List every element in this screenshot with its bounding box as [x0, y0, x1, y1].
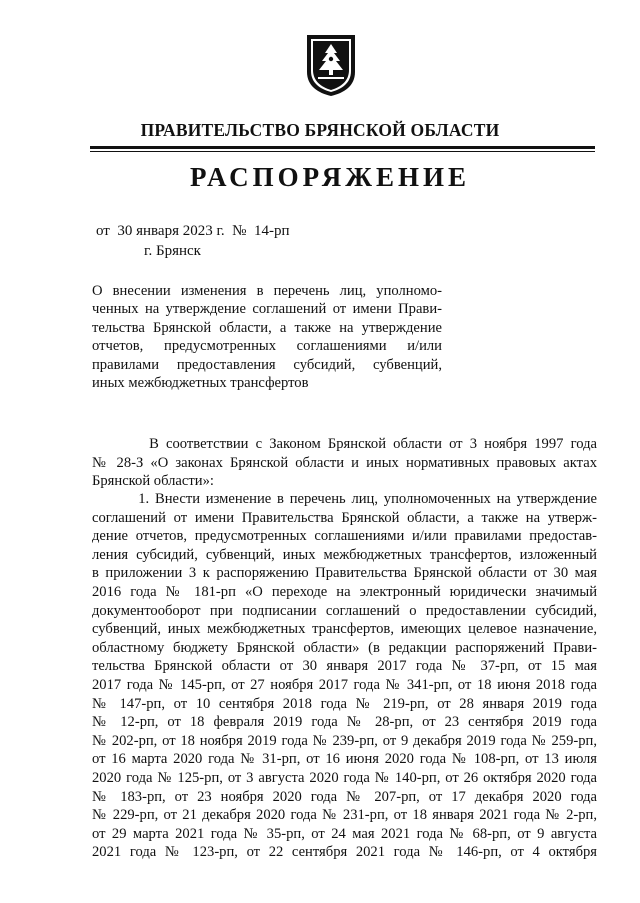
- header-rule-thin: [90, 151, 595, 152]
- item-1-line: № 12-рп, от 18 февраля 2019 года № 28-рп, от 23 сентября 2019 года: [92, 714, 597, 731]
- document-date-number: от 30 января 2023 г. № 14-рп: [96, 223, 290, 239]
- item-1-line: соглашений от имени Правительства Брянской области, а также на утверж-: [92, 509, 597, 526]
- subject-line: ченных на утверждение соглашений от имени Прави-: [92, 301, 442, 318]
- item-1-line: от 16 марта 2020 года № 31-рп, от 16 июня 2020 года № 108-рп, от 13 июля: [92, 751, 597, 768]
- item-1-line: субвенций, иных межбюджетных трансфертов, имеющих целевое назначение,: [92, 621, 597, 638]
- header-rule-thick: [90, 146, 595, 149]
- government-title: ПРАВИТЕЛЬСТВО БРЯНСКОЙ ОБЛАСТИ: [140, 120, 500, 140]
- item-1-line: 2020 года № 125-рп, от 3 августа 2020 года № 140-рп, от 26 октября 2020 года: [92, 769, 597, 786]
- subject-line: О внесении изменения в перечень лиц, уполномо-: [92, 283, 442, 299]
- subject-line: тельства Брянской области, а также на утверждение: [92, 319, 442, 336]
- subject-line: иных межбюджетных трансфертов: [92, 375, 309, 392]
- preamble-line: В соответствии с Законом Брянской области от 3 ноября 1997 года: [92, 436, 597, 452]
- item-1-line: документооборот при подписании соглашений о предоставлении субсидий,: [92, 602, 597, 619]
- subject-line: отчетов, предусмотренных соглашениями и/или: [92, 338, 442, 355]
- preamble-line: № 28-З «О законах Брянской области и иных нормативных правовых актах: [92, 454, 597, 471]
- item-1-line: 2021 года № 123-рп, от 22 сентября 2021 года № 146-рп, от 4 октября: [92, 844, 597, 861]
- item-1-line: № 183-рп, от 23 ноября 2020 года № 207-рп, от 17 декабря 2020 года: [92, 788, 597, 805]
- item-1-line: № 229-рп, от 21 декабря 2020 года № 231-рп, от 18 января 2021 года № 2-рп,: [92, 807, 597, 824]
- item-1-line: ления субсидий, субвенций, иных межбюджетных трансфертов, изложенный: [92, 546, 597, 563]
- document-city: г. Брянск: [144, 243, 201, 259]
- item-1-line: областному бюджету Брянской области» (в редакции распоряжений Прави-: [92, 639, 597, 656]
- item-1-line: № 147-рп, от 10 сентября 2018 года № 219-рп, от 28 января 2019 года: [92, 695, 597, 712]
- item-1-line: № 202-рп, от 18 ноября 2019 года № 239-рп, от 9 декабря 2019 года № 259-рп,: [92, 732, 597, 749]
- item-1-line: 2017 года № 145-рп, от 27 ноября 2017 года № 341-рп, от 18 июня 2018 года: [92, 676, 597, 693]
- preamble-line: Брянской области»:: [92, 473, 214, 490]
- coat-of-arms-emblem: [304, 32, 358, 98]
- item-1-line: 2016 года № 181-рп «О переходе на электронный юридически значимый: [92, 583, 597, 600]
- item-1-paragraph: [92, 490, 597, 862]
- item-1-line: дение отчетов, предусмотренных соглашениями и/или правилами предостав-: [92, 528, 597, 545]
- subject-line: правилами предоставления субсидий, субвенций,: [92, 356, 442, 373]
- document-subject: [92, 282, 442, 392]
- document-type-title: РАСПОРЯЖЕНИЕ: [189, 162, 471, 192]
- item-1-line: тельства Брянской области от 30 января 2017 года № 37-рп, от 15 мая: [92, 658, 597, 675]
- item-1-line: в приложении 3 к распоряжению Правительства Брянской области от 30 мая: [92, 565, 597, 582]
- item-1-line: 1. Внести изменение в перечень лиц, уполномоченных на утверждение: [92, 491, 597, 507]
- preamble-paragraph: [92, 435, 597, 491]
- item-1-line: от 29 марта 2021 года № 35-рп, от 24 мая 2021 года № 68-рп, от 9 августа: [92, 825, 597, 842]
